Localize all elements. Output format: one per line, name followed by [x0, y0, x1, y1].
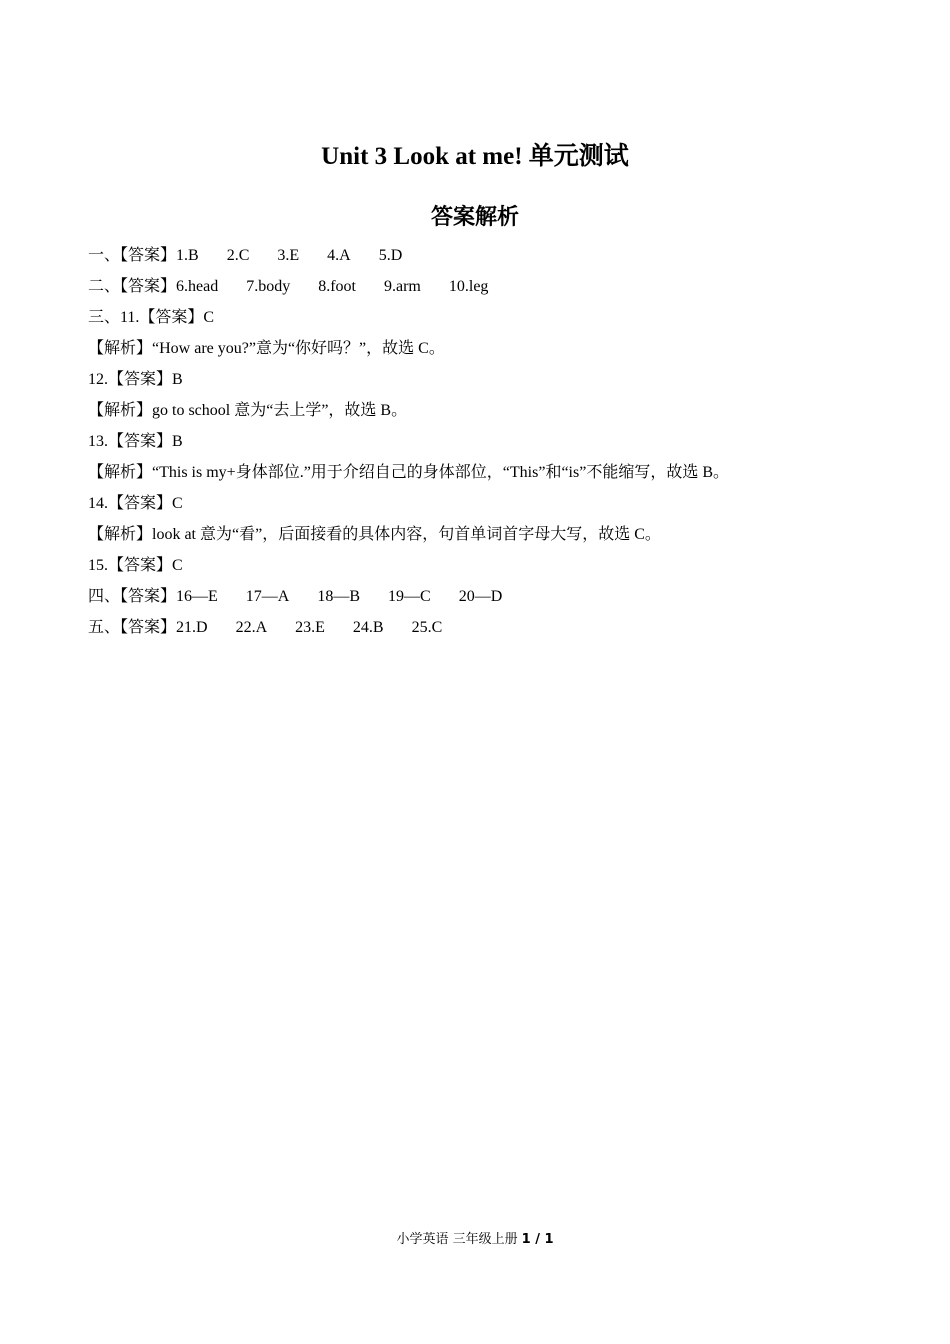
answer-item: 2.C — [226, 247, 250, 264]
answer-item: 7.body — [246, 278, 291, 295]
answer-item: 19—C — [388, 588, 431, 605]
answer-item: 16—E — [176, 588, 218, 605]
section-5-prefix: 五、【答案】 — [88, 619, 177, 636]
question-12-explanation: 【解析】go to school 意为“去上学”，故选 B。 — [88, 402, 408, 419]
answer-item: 5.D — [378, 247, 403, 264]
question-12-answer: 12.【答案】B — [88, 371, 183, 388]
question-13-answer: 13.【答案】B — [88, 433, 183, 450]
section-5-answers — [88, 616, 888, 647]
answer-item: 23.E — [295, 619, 325, 636]
answer-item: 3.E — [277, 247, 300, 264]
answer-item: 4.A — [327, 247, 351, 264]
question-14-explanation: 【解析】look at 意为“看”，后面接看的具体内容，句首单词首字母大写，故选 C。 — [88, 526, 661, 543]
answer-item: 6.head — [176, 278, 219, 295]
page-number: 1 / 1 — [521, 1232, 554, 1247]
question-15-answer: 15.【答案】C — [88, 557, 183, 574]
section-2-answers — [88, 275, 888, 306]
answer-item: 17—A — [245, 588, 290, 605]
section-1-prefix: 一、【答案】 — [88, 247, 177, 264]
question-11-explanation: 【解析】“How are you?”意为“你好吗？”，故选 C。 — [88, 340, 445, 357]
answer-item: 8.foot — [318, 278, 356, 295]
answer-item: 10.leg — [448, 278, 489, 295]
question-14-answer: 14.【答案】C — [88, 495, 183, 512]
answer-item: 18—B — [317, 588, 361, 605]
answer-item: 25.C — [411, 619, 443, 636]
answer-item: 1.B — [176, 247, 199, 264]
page-footer — [0, 1228, 950, 1247]
question-11-answer: 三、11.【答案】C — [88, 309, 215, 326]
section-1-answers — [88, 244, 888, 275]
footer-label: 小学英语 三年级上册 — [396, 1232, 518, 1247]
page-title: Unit 3 Look at me! 单元测试 — [321, 143, 629, 170]
section-4-answers — [88, 585, 888, 616]
section-2-prefix: 二、【答案】 — [88, 278, 177, 295]
answer-item: 9.arm — [384, 278, 421, 295]
answer-list — [88, 244, 888, 647]
section-4-prefix: 四、【答案】 — [88, 588, 177, 605]
answer-item: 20—D — [458, 588, 503, 605]
answer-item: 24.B — [352, 619, 384, 636]
answer-item: 22.A — [235, 619, 268, 636]
question-13-explanation: 【解析】“This is my+身体部位.”用于介绍自己的身体部位，“This”和“is”不能缩写，故选 B。 — [88, 464, 729, 481]
answer-item: 21.D — [176, 619, 208, 636]
page-subtitle: 答案解析 — [430, 204, 519, 229]
